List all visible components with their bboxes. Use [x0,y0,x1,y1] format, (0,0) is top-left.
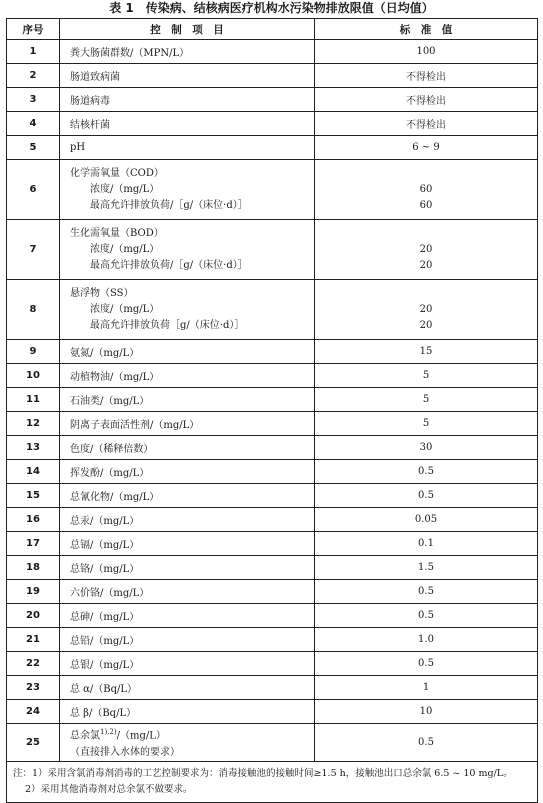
table-row [7,412,538,436]
table-title: 表 1 传染病、结核病医疗机构水污染物排放限值（日均值） [109,1,434,15]
row-value: 1.0 [315,628,538,652]
note-line-1: 注：1）采用含氯消毒剂消毒的工艺控制要求为：消毒接触池的接触时间≥1.5 h，接触池出口总余氯 6.5 ~ 10 mg/L。 [13,768,513,779]
row-no: 23 [7,676,60,700]
row-value-load: 20 [419,259,433,271]
row-item: 动植物油/（mg/L） [60,364,315,388]
row-item: 六价铬/（mg/L） [60,580,315,604]
row-item-title [70,724,310,744]
row-item: 石油类/（mg/L） [60,388,315,412]
row-value: 100 [315,40,538,64]
table-row [7,436,538,460]
row-no: 6 [7,160,60,220]
footnote-ref: 1),2) [100,728,117,737]
row-no: 11 [7,388,60,412]
row-value-concentration: 20 [419,243,433,255]
row-no: 3 [7,88,60,112]
row-no: 9 [7,340,60,364]
row-value: 10 [315,700,538,724]
table-row [7,556,538,580]
row-no: 24 [7,700,60,724]
row-item: 总汞/（mg/L） [60,508,315,532]
row-value: 0.5 [315,580,538,604]
table-header-row [7,19,538,40]
row-item: pH [60,136,315,160]
table-row [7,340,538,364]
residual-chlorine-unit: /（mg/L） [116,730,166,742]
row-value: 0.5 [315,604,538,628]
row-value: 1.5 [315,556,538,580]
row-value: 0.5 [315,460,538,484]
row-no: 13 [7,436,60,460]
row-value: 5 [315,388,538,412]
table-row [7,460,538,484]
row-item: 总 α/（Bq/L） [60,676,315,700]
row-item: 总氰化物/（mg/L） [60,484,315,508]
table-row [7,724,538,762]
header-value: 标 准 值 [315,19,538,40]
row-no: 12 [7,412,60,436]
notes-row [7,762,538,803]
row-value: 不得检出 [315,64,538,88]
row-item: 挥发酚/（mg/L） [60,460,315,484]
row-no: 18 [7,556,60,580]
table-row [7,112,538,136]
table-row [7,676,538,700]
row-subitem-concentration: 浓度/（mg/L） [90,303,160,315]
row-item: 总银/（mg/L） [60,652,315,676]
row-subitem-concentration: 浓度/（mg/L） [90,183,160,195]
row-value [315,220,538,280]
table-row [7,580,538,604]
table-notes [7,762,538,803]
row-item: 色度/（稀释倍数） [60,436,315,460]
row-value: 0.5 [315,652,538,676]
table-row [7,280,538,340]
row-value: 5 [315,412,538,436]
row-item: 总 β/（Bq/L） [60,700,315,724]
header-item: 控 制 项 目 [60,19,315,40]
table-row [7,532,538,556]
row-item: 总镉/（mg/L） [60,532,315,556]
row-value-load: 20 [419,319,433,331]
row-item-title: 悬浮物（SS） [70,287,134,299]
row-no: 10 [7,364,60,388]
row-value-concentration: 60 [419,183,433,195]
table-row [7,64,538,88]
row-subitem-load: 最高允许排放负荷［g/（床位·d）］ [90,319,245,331]
row-no: 19 [7,580,60,604]
table-row [7,508,538,532]
row-subitem-concentration: 浓度/（mg/L） [90,243,160,255]
row-no: 16 [7,508,60,532]
row-subitem-load: 最高允许排放负荷/［g/（床位·d）］ [90,199,248,211]
header-no: 序号 [7,19,60,40]
row-value: 0.5 [315,484,538,508]
table-row [7,40,538,64]
row-item-note: （直接排入水体的要求） [70,746,180,758]
row-item [60,724,315,762]
row-no: 8 [7,280,60,340]
row-value-load: 60 [419,199,433,211]
row-value: 5 [315,364,538,388]
row-no: 22 [7,652,60,676]
row-value [315,160,538,220]
row-item-title: 生化需氧量（BOD） [70,227,164,239]
row-no: 5 [7,136,60,160]
row-no: 17 [7,532,60,556]
row-value: 0.1 [315,532,538,556]
row-no: 21 [7,628,60,652]
row-no: 2 [7,64,60,88]
row-item: 总砷/（mg/L） [60,604,315,628]
residual-chlorine-label: 总余氯 [70,730,100,742]
row-item [60,220,315,280]
emission-limits-table [6,18,538,803]
row-item: 氨氮/（mg/L） [60,340,315,364]
row-no: 7 [7,220,60,280]
table-row [7,160,538,220]
row-item: 总铬/（mg/L） [60,556,315,580]
table-row [7,628,538,652]
row-no: 1 [7,40,60,64]
row-no: 4 [7,112,60,136]
row-value: 15 [315,340,538,364]
row-value: 30 [315,436,538,460]
row-item: 肠道病毒 [60,88,315,112]
row-value: 0.5 [315,724,538,762]
row-value: 不得检出 [315,112,538,136]
row-no: 25 [7,724,60,762]
row-value-concentration: 20 [419,303,433,315]
table-row [7,604,538,628]
row-no: 20 [7,604,60,628]
row-item-title: 化学需氧量（COD） [70,167,164,179]
row-value: 0.05 [315,508,538,532]
row-item: 粪大肠菌群数/（MPN/L） [60,40,315,64]
table-row [7,388,538,412]
table-row [7,88,538,112]
row-value: 不得检出 [315,88,538,112]
row-value: 1 [315,676,538,700]
row-value [315,280,538,340]
row-no: 14 [7,460,60,484]
table-row [7,364,538,388]
row-item: 阴离子表面活性剂/（mg/L） [60,412,315,436]
row-item [60,280,315,340]
table-row [7,652,538,676]
table-row [7,700,538,724]
row-item: 总铅/（mg/L） [60,628,315,652]
row-item: 结核杆菌 [60,112,315,136]
row-item [60,160,315,220]
row-no: 15 [7,484,60,508]
note-line-2: 2）采用其他消毒剂对总余氯不做要求。 [25,784,193,795]
table-row [7,220,538,280]
table-row [7,136,538,160]
table-row [7,484,538,508]
row-item: 肠道致病菌 [60,64,315,88]
row-value: 6 ~ 9 [315,136,538,160]
row-subitem-load: 最高允许排放负荷/［g/（床位·d）］ [90,259,248,271]
